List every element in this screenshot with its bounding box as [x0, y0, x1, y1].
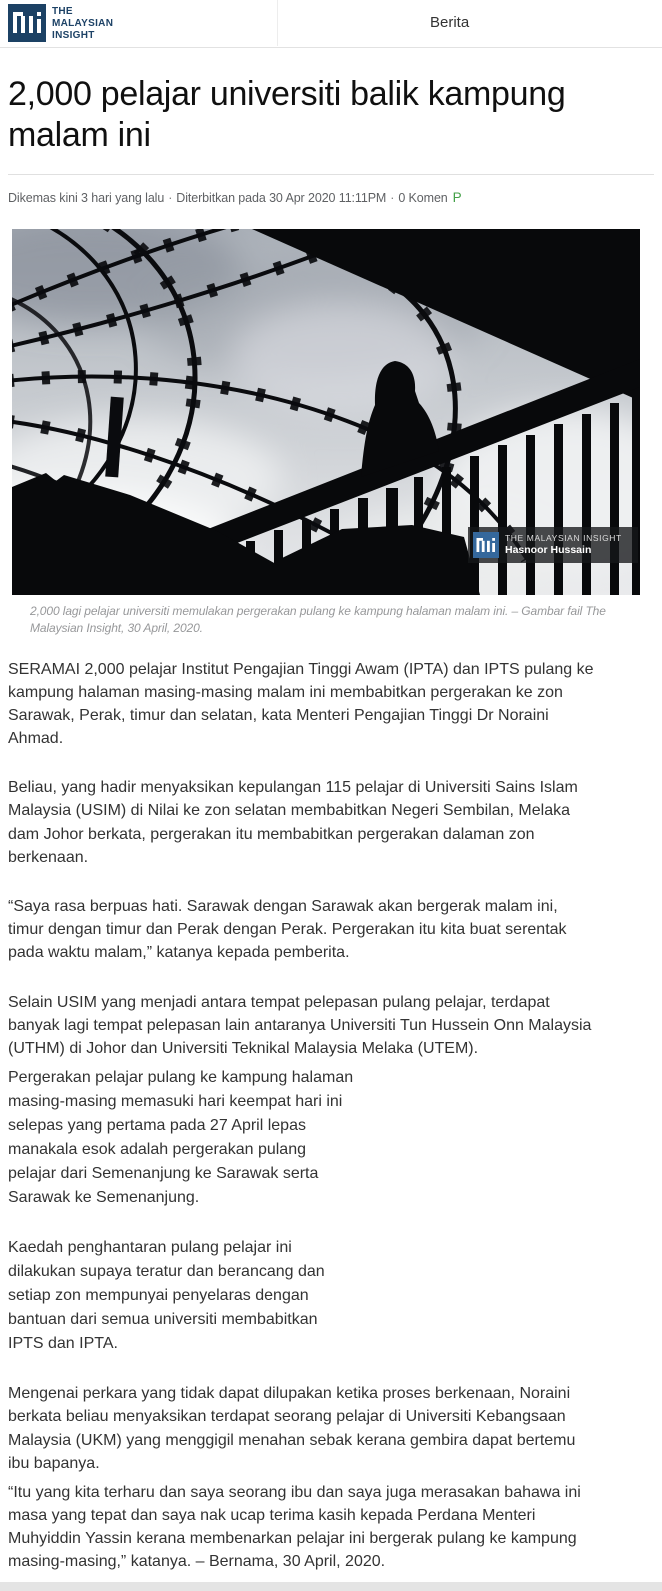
article-meta — [8, 190, 654, 205]
comment-badge: P — [452, 189, 462, 205]
article-paragraph: SERAMAI 2,000 pelajar Institut Pengajian Tinggi Awam (IPTA) dan IPTS pulang ke kampung halaman masing-masing malam ini membabitkan pergerakan ke zon Sarawak, Perak, timur dan selatan, kata Menteri Pengajian Tinggi Dr Noraini Ahmad. — [8, 660, 594, 748]
meta-separator: · — [168, 190, 173, 205]
meta-published: Diterbitkan pada 30 Apr 2020 11:11PM — [176, 190, 387, 205]
article-paragraph: “Saya rasa berpuas hati. Sarawak dengan Sarawak akan bergerak malam ini, timur dengan timur dan Perak dengan Perak. Pergerakan itu kita buat serentak pada waktu malam,” katanya kepada pemberita. — [8, 898, 567, 962]
article-paragraph: Selain USIM yang menjadi antara tempat pelepasan pulang pelajar, terdapat banyak lagi tempat pelepasan lain antaranya Universiti Tun Hussein Onn Malaysia (UTHM) di Johor dan Universiti Teknikal Malaysia Melaka (UTEM). — [8, 993, 592, 1057]
article-title: 2,000 pelajar universiti balik kampung malam ini — [8, 75, 566, 155]
site-header — [0, 0, 662, 48]
logo-line-1: THE — [52, 6, 73, 17]
site-logo[interactable] — [8, 4, 113, 42]
article-photo — [12, 229, 640, 595]
site-logo-text — [52, 4, 113, 41]
watermark-brand: THE MALAYSIAN INSIGHT — [505, 533, 622, 544]
watermark-text — [505, 533, 622, 556]
article-paragraph: Beliau, yang hadir menyaksikan kepulangan 115 pelajar di Universiti Sains Islam Malaysia (USIM) di Nilai ke zon selatan membabitkan Negeri Sembilan, Melaka dam Johor berkata, pergerakan itu membabitkan pergerakan dalaman zon berkenaan. — [8, 779, 578, 866]
watermark-credit: Hasnoor Hussain — [505, 544, 592, 557]
article-page — [0, 74, 662, 1574]
article-paragraph: “Itu yang kita terharu dan saya seorang ibu dan saya juga merasakan bahawa ini masa yang tepat dan saya nak ucap terima kasih kepada Perdana Menteri Muhyiddin Yassin kerana membenarkan pelajar ini bergerak pulang ke kampung masing-masing,” katanya. – Bernama, 30 April, 2020. — [8, 1483, 581, 1571]
photo-caption: 2,000 lagi pelajar universiti memulakan pergerakan pulang ke kampung halaman malam ini. – Gambar fail The Malaysian Insight, 30 April, 2020. — [30, 603, 606, 635]
meta-separator: · — [390, 190, 395, 205]
footer-divider — [0, 1582, 662, 1591]
nav-item-berita[interactable]: Berita — [430, 14, 470, 31]
photo-watermark — [468, 527, 638, 563]
title-divider — [8, 174, 654, 175]
tmi-watermark-logo-icon — [473, 532, 499, 558]
meta-updated: Dikemas kini 3 hari yang lalu — [8, 190, 165, 205]
article-paragraph: Kaedah penghantaran pulang pelajar ini dilakukan supaya teratur dan berancang dan setiap zon mempunyai penyelaras dengan bantuan dari semua universiti membabitkan IPTS dan IPTA. — [8, 1239, 325, 1353]
logo-line-3: INSIGHT — [52, 29, 95, 41]
article-figure — [12, 229, 640, 637]
comments-link[interactable]: 0 Komen — [398, 190, 448, 205]
article-paragraph: Pergerakan pelajar pulang ke kampung halaman masing-masing memasuki hari keempat hari ini selepas yang pertama pada 27 April lepas manakala esok adalah pergerakan pulang pelajar dari Semenanjung ke Sarawak serta Sarawak ke Semenanjung. — [8, 1069, 354, 1207]
header-divider — [277, 0, 278, 46]
tmi-logo-icon — [8, 4, 46, 42]
article-paragraph: Mengenai perkara yang tidak dapat dilupakan ketika proses berkenaan, Noraini berkata beliau menyaksikan terdapat seorang pelajar di Universiti Kebangsaan Malaysia (UKM) yang menggigil menahan sebak kerana gembira dapat bertemu ibu bapanya. — [8, 1385, 576, 1472]
logo-line-2: MALAYSIAN — [52, 17, 114, 29]
article-body — [8, 658, 654, 1574]
